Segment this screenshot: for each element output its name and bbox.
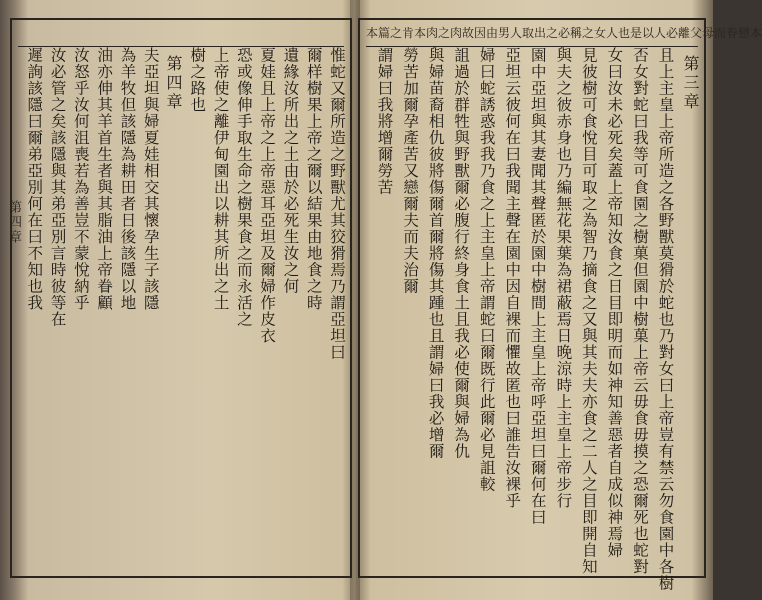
right-page-column: 園中亞坦與其妻聞其聲匿於園中樹間上主皇上帝呼亞坦曰爾何在曰 (528, 47, 547, 526)
left-page-column: 夏娃且上帝之上帝惡耳亞坦及爾婦作皮衣 (258, 47, 277, 344)
right-page-text-area (366, 46, 700, 592)
left-page-column: 夫亞坦與婦夏娃相交其懷孕生子該隱 (141, 47, 160, 311)
left-page-column: 恐或像伸手取生命之樹果食之而永活之 (234, 47, 253, 328)
right-page-column: 見彼樹可食悅目可取之為智乃摘食之又與其夫夫亦食之二人之目即開自知 (579, 47, 598, 575)
right-page-column: 且上主皇上帝所造之各野獸莫猾於蛇也乃對女曰上帝豈有禁云勿食園中各樹 (656, 47, 675, 592)
left-page (6, 18, 352, 578)
right-page-column: 與夫之彼赤身也乃編無花果葉為裙蔽焉日晚涼時上主皇上帝步行 (554, 47, 573, 509)
right-page-column: 謂婦曰我將增爾勞苦 (375, 47, 394, 196)
left-page-column: 遲詢該隱曰爾弟亞別何在曰不知也我 (25, 47, 44, 311)
right-page-column: 勞苦加爾孕產苦又戀爾夫而夫治爾 (401, 47, 420, 295)
left-page-column: 油亦伸其羊首生者與其脂油上帝眷顧 (95, 47, 114, 311)
right-page-column: 詛過於群牲與野獸爾必腹行終身食土且我必使爾與婦為仇 (452, 47, 471, 460)
left-page-column: 遺緣汝所出之土由於必死生汝之何 (281, 47, 300, 295)
left-page-column: 惟蛇又爾所造之野獸尤其狡猾焉乃謂亞坦曰 (328, 47, 346, 361)
right-page (358, 18, 762, 592)
right-page-column: 女曰汝未必死矣蓋上帝知汝食之日目即明而如神知善惡者自成似神焉婦 (605, 47, 624, 559)
left-page-column: 汝必管之矣該隱與其弟亞別言時彼等在 (48, 47, 67, 328)
right-page-header-line: 本篇之肯本肉之肉故因由男人取出之必稱之女人也是以人必離父母而眷戀本 (366, 26, 762, 40)
left-page-column: 爾样樹果上帝之爾以結果由地食之時 (304, 47, 323, 311)
right-page-column: 與婦苗裔相仇彼將傷爾首爾將傷其踵也且謂婦曰我必增爾 (426, 47, 445, 460)
left-page-column: 第四章 (164, 55, 183, 112)
left-page-column: 樹之路也 (188, 47, 207, 113)
left-margin-chapter-label: 第四章 (6, 200, 21, 245)
right-page-column: 婦曰蛇誘惑我我乃食之上主皇上帝謂蛇曰爾既行此爾必見詛較 (477, 47, 496, 493)
right-page-column: 亞坦云彼何在曰我聞主聲在園中因自裸而懼故匿也曰誰告汝裸乎 (503, 47, 522, 509)
right-page-column: 第三章 (681, 55, 700, 112)
right-page-column: 否女對蛇曰我等可食園之樹菓但園中樹菓上帝云毋食毋摸之恐爾死也蛇對 (630, 47, 649, 575)
left-page-column: 上帝使之離伊甸園出以耕其所出之土 (211, 47, 230, 311)
left-page-text-area (18, 46, 344, 570)
left-page-column: 為羊牧但該隱為耕田者日後該隱以地 (118, 47, 137, 311)
left-page-column: 汝怒乎汝何沮喪若為善豈不蒙悅納乎 (71, 47, 90, 311)
